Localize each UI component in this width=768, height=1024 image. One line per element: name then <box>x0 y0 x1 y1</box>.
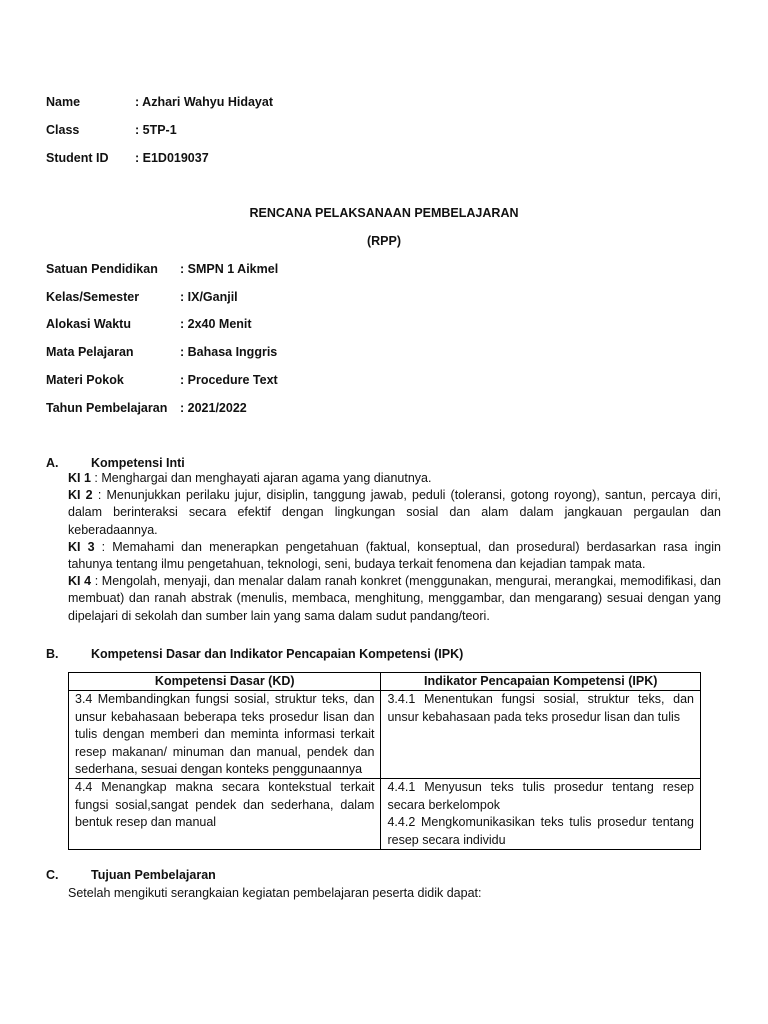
kd-cell <box>69 691 381 779</box>
section-letter: C. <box>46 868 59 882</box>
identity-value: : SMPN 1 Aikmel <box>180 262 279 276</box>
kd-cell <box>69 779 381 850</box>
kd-text: 3.4 Membandingkan fungsi sosial, struktur teks, dan unsur kebahasaan beberapa teks prosedur lisan dan tulis dengan memberi dan meminta informasi terkait resep makanan/ minuman dan manual, pendek dan sederhana, sesuai dengan konteks penggunaannya <box>75 692 375 777</box>
identity-value: : Procedure Text <box>180 373 278 387</box>
student-name-label: Name <box>46 95 81 109</box>
identity-label: Satuan Pendidikan <box>46 262 158 276</box>
identity-label: Alokasi Waktu <box>46 317 131 331</box>
ipk-text: 4.4.1 Menyusun teks tulis prosedur tentang resep secara berkelompok <box>387 780 694 812</box>
ipk-text: 3.4.1 Menentukan fungsi sosial, struktur teks, dan unsur kebahasaan pada teks prosedur lisan dan tulis <box>387 692 694 724</box>
student-name-value: : Azhari Wahyu Hidayat <box>135 95 273 109</box>
table-row <box>69 779 701 850</box>
identity-value: : 2x40 Menit <box>180 317 252 331</box>
ipk-cell <box>381 691 701 779</box>
document-title: RENCANA PELAKSANAAN PEMBELAJARAN <box>249 206 519 220</box>
table-header-row <box>69 673 701 691</box>
student-class-label: Class <box>46 123 80 137</box>
ki-item <box>68 573 721 625</box>
kd-column-header: Kompetensi Dasar (KD) <box>69 673 381 691</box>
identity-value: : 2021/2022 <box>180 401 247 415</box>
ki-text: : Memahami dan menerapkan pengetahuan (faktual, konseptual, dan prosedural) berdasarkan rasa ingin tahunya tentang ilmu pengetahuan, teknologi, seni, budaya terkait fenomena dan kejadian tampak mata. <box>68 539 721 572</box>
ki-label: KI 2 <box>68 488 93 503</box>
ki-text: : Mengolah, menyaji, dan menalar dalam ranah konkret (menggunakan, mengurai, merangkai, memodifikasi, dan membuat) dan ranah abstrak (menulis, membaca, menghitung, menggambar, dan mengarang) sesuai dengan yang dipelajari di sekolah dan sumber lain yang sama dalam sudut pandang/teori. <box>68 574 722 623</box>
student-id-label: Student ID <box>46 151 109 165</box>
section-c-text: Setelah mengikuti serangkaian kegiatan pembelajaran peserta didik dapat: <box>68 886 482 900</box>
ki-label: KI 3 <box>68 539 95 554</box>
ki-item <box>68 539 721 573</box>
identity-label: Kelas/Semester <box>46 290 140 304</box>
ki-label: KI 4 <box>68 574 92 589</box>
identity-label: Materi Pokok <box>46 373 124 387</box>
section-letter: B. <box>46 647 59 661</box>
ki-label: KI 1 <box>68 471 91 485</box>
ipk-text: 4.4.2 Mengkomunikasikan teks tulis prosedur tentang resep secara individu <box>387 815 694 847</box>
table-row <box>69 691 701 779</box>
kd-ipk-table <box>68 672 701 850</box>
identity-label: Tahun Pembelajaran <box>46 401 168 415</box>
ki-item <box>68 487 721 539</box>
student-id-value: : E1D019037 <box>135 151 209 165</box>
identity-value: : Bahasa Inggris <box>180 345 278 359</box>
identity-label: Mata Pelajaran <box>46 345 134 359</box>
ipk-cell <box>381 779 701 850</box>
section-title: Tujuan Pembelajaran <box>91 868 216 882</box>
ki-text: : Menghargai dan menghayati ajaran agama yang dianutnya. <box>94 471 432 485</box>
kd-text: 4.4 Menangkap makna secara kontekstual terkait fungsi sosial,sangat pendek dan sederhana, dalam bentuk resep dan manual <box>75 780 375 830</box>
ki-item <box>68 470 721 487</box>
kompetensi-inti-list <box>68 470 721 625</box>
ki-text: : Menunjukkan perilaku jujur, disiplin, tanggung jawab, peduli (toleransi, gotong royong), santun, percaya diri, dalam berinteraksi secara efektif dengan lingkungan sosial dan alam dalam jangkauan pergaulan dan keberadaannya. <box>68 488 721 537</box>
ipk-column-header: Indikator Pencapaian Kompetensi (IPK) <box>381 673 701 691</box>
document-subtitle: (RPP) <box>366 234 402 248</box>
section-title: Kompetensi Dasar dan Indikator Pencapaian Kompetensi (IPK) <box>91 647 464 661</box>
identity-value: : IX/Ganjil <box>180 290 238 304</box>
section-title: Kompetensi Inti <box>91 456 185 470</box>
student-class-value: : 5TP-1 <box>135 123 177 137</box>
section-letter: A. <box>46 456 59 470</box>
